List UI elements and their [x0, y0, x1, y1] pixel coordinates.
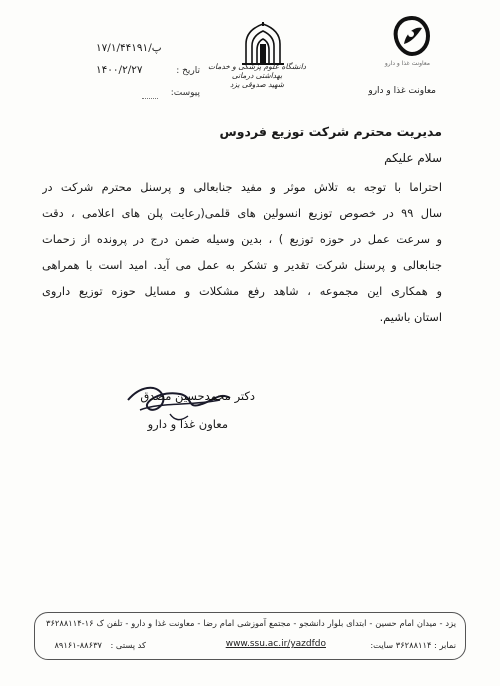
food-drug-logo-icon — [390, 14, 434, 58]
university-name-line1: دانشگاه علوم پزشکی و خدمات بهداشتی درمانی — [207, 62, 307, 80]
university-name-line2: شهید صدوقی یزد — [229, 80, 285, 89]
footer-postal-code: ۸۹۱۶۱-۸۸۶۳۷ — [54, 640, 102, 650]
letter-line-2: سال ۹۹ در خصوص توزیع انسولین های قلمی(رعایت پلن های اعلامی ، دقت — [42, 206, 442, 220]
logo-caption: معاونت غذا و دارو — [384, 60, 430, 67]
letter-line-3: و سرعت عمل در حوزه توزیع ) ، بدین وسیله ضمن درج در پرونده از زحمات — [42, 232, 442, 246]
university-emblem-icon — [238, 20, 288, 66]
letter-line-4: جنابعالی و پرسنل شرکت تقدیر و تشکر به عمل می آید. امید است با همراهی — [42, 258, 442, 272]
greeting: سلام علیکم — [384, 151, 442, 165]
letter-line-1: احتراما با توجه به تلاش موثر و مفید جنابعالی و پرسنل محترم شرکت در — [42, 180, 442, 194]
footer-address: یزد - میدان امام حسین - ابتدای بلوار دانشجو - مجتمع آموزشی امام رضا - معاونت غذا و دارو - تلفن ک ۱۶-۳۶۲۸۸۱۱۴ — [46, 618, 456, 628]
footer-website-link[interactable]: www.ssu.ac.ir/yazdfdo — [225, 639, 326, 649]
date-value: ۱۴۰۰/۲/۲۷ — [96, 64, 143, 76]
letter-line-6: استان باشیم. — [379, 310, 442, 324]
letter-line-5: و همکاری این مجموعه ، شاهد رفع مشکلات و مسایل حوزه توزیع داروی — [42, 284, 442, 298]
signatory-title: معاون غذا و دارو — [147, 417, 228, 431]
department-name: معاونت غذا و دارو — [368, 86, 436, 96]
letter-meta — [96, 42, 200, 102]
reference-number: ۱۷/۱/۴۴۱۹۱/پ — [96, 42, 162, 54]
footer-postal-label: کد پستی : — [110, 640, 146, 650]
recipient-line: مدیریت محترم شرکت توزیع فردوس — [219, 124, 442, 139]
attachment-label: پیوست: — [170, 88, 200, 98]
attachment-blank — [142, 98, 158, 99]
date-label: تاریخ : — [176, 66, 200, 76]
footer-fax: نمابر : ۳۶۲۸۸۱۱۴ سایت: — [370, 640, 456, 650]
university-name — [198, 62, 316, 89]
signatory-name: دکتر محمدحسین مصدق — [140, 389, 255, 403]
